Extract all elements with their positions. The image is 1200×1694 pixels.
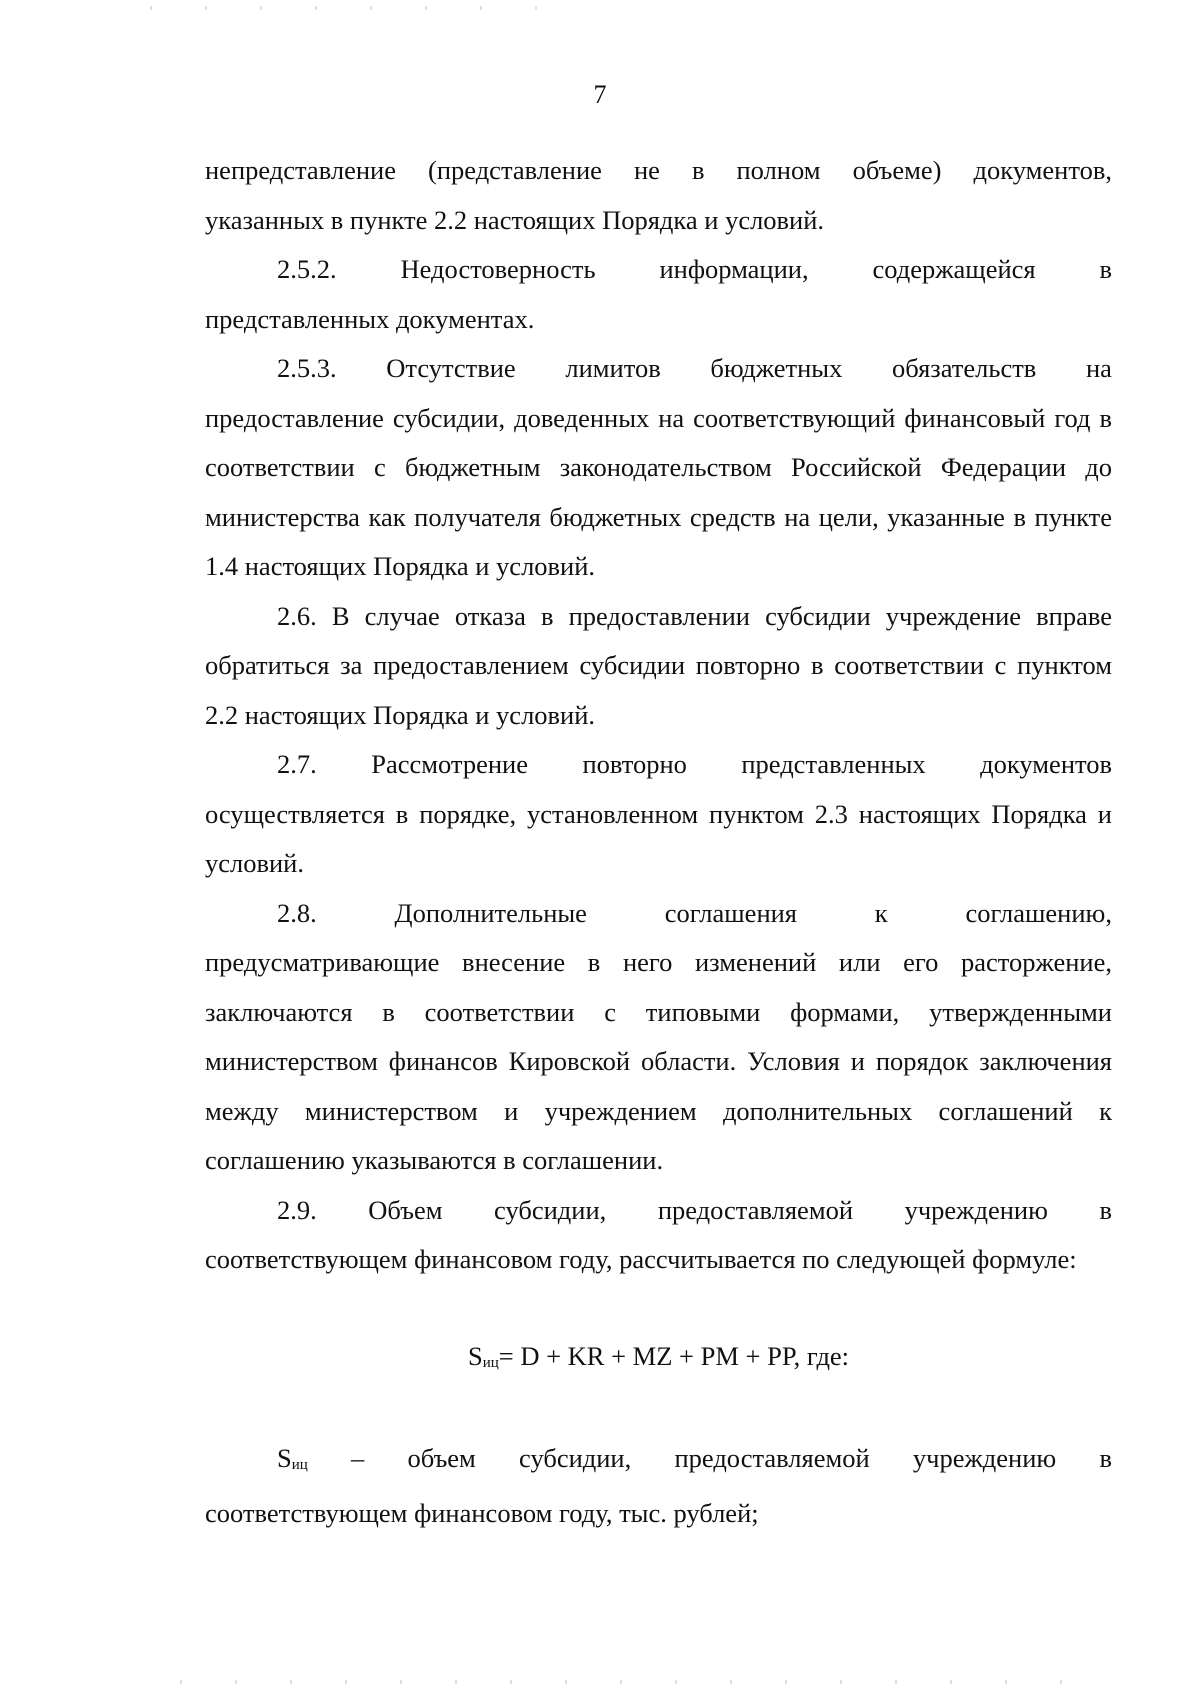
word: 2.7. — [277, 749, 317, 779]
word: Отсутствие — [386, 353, 516, 383]
clause-2-5-3-body: предоставление субсидии, доведенных на соответствующий финансовый год в соответствии с бюджетным законодательством Российской Федерации до министерства как получателя бюджетных средств на цели, указанные в пункте 1.4 настоящих Порядка и условий. — [205, 402, 1112, 581]
definition-subscript: иц — [291, 1457, 308, 1473]
word: объеме) — [852, 155, 942, 185]
clause-2-8-line1 — [205, 889, 1112, 939]
definition-line2: соответствующем финансовом году, тыс. рублей; — [205, 1497, 759, 1528]
word: учреждению — [912, 1443, 1057, 1473]
word: учреждению — [904, 1194, 1048, 1225]
word: 2.5.2. — [277, 254, 337, 284]
clause-2-9-line1 — [205, 1186, 1112, 1236]
word: информации, — [659, 254, 809, 284]
word: (представление — [428, 155, 602, 185]
clause-2-9-body: соответствующем финансовом году, рассчитывается по следующей формуле: — [205, 1244, 1077, 1274]
word: представленных — [741, 749, 926, 779]
word: непредставление — [205, 155, 396, 185]
scan-artifact-bottom — [180, 1680, 1080, 1684]
definition-line1 — [205, 1434, 1112, 1489]
word: в — [1099, 254, 1112, 284]
paragraph-continuation-line2: указанных в пункте 2.2 настоящих Порядка и условий. — [205, 204, 825, 235]
definition-symbol — [277, 1434, 308, 1489]
word: субсидии, — [494, 1194, 607, 1225]
clause-2-5-3-line1 — [205, 344, 1112, 394]
clause-2-5-2-line1 — [205, 245, 1112, 295]
word: в — [691, 155, 705, 185]
word: Дополнительные — [394, 897, 587, 928]
word: предоставляемой — [674, 1443, 870, 1473]
word: Объем — [368, 1194, 443, 1225]
word: повторно — [582, 749, 687, 779]
clause-2-7-line1 — [205, 740, 1112, 790]
word: 2.5.3. — [277, 353, 337, 383]
word: лимитов — [565, 353, 661, 383]
word: к — [874, 897, 888, 928]
word: объем — [407, 1443, 476, 1473]
word: документов, — [973, 155, 1112, 185]
word: субсидии, — [519, 1443, 632, 1473]
word: содержащейся — [872, 254, 1036, 284]
scan-artifact-top — [150, 6, 550, 10]
word: – — [351, 1443, 365, 1473]
clause-2-6: 2.6. В случае отказа в предоставлении субсидии учреждение вправе обратиться за предоставлением субсидии повторно в соответствии с пунктом 2.2 настоящих Порядка и условий. — [205, 600, 1112, 730]
document-body — [205, 146, 1112, 1538]
clause-2-8-body: предусматривающие внесение в него изменений или его расторжение, заключаются в соответствии с типовыми формами, утвержденными министерством финансов Кировской области. Условия и порядок заключения между министерством и учреждением дополнительных соглашений к соглашению указываются в соглашении. — [205, 947, 1112, 1175]
formula-symbol-letter: S — [467, 1340, 483, 1371]
formula — [205, 1332, 1112, 1387]
formula-symbol — [468, 1341, 499, 1371]
word: 2.9. — [277, 1194, 317, 1225]
page-number: 7 — [593, 80, 607, 109]
word: соглашению, — [965, 897, 1112, 928]
word: соглашения — [664, 897, 797, 928]
word: на — [1085, 353, 1112, 383]
formula-rhs: = D + KR + MZ + PM + PP, где: — [498, 1340, 850, 1371]
word: полном — [736, 155, 821, 185]
word: Недостоверность — [400, 254, 596, 284]
word: Рассмотрение — [371, 749, 528, 779]
clause-2-7-body: осуществляется в порядке, установленном пунктом 2.3 настоящих Порядка и условий. — [205, 798, 1112, 878]
word: бюджетных — [710, 353, 843, 383]
word: 2.8. — [277, 897, 317, 928]
word: в — [1099, 1194, 1112, 1225]
word: в — [1099, 1443, 1112, 1473]
word: не — [633, 155, 660, 185]
clause-2-5-2-line2: представленных документах. — [205, 303, 535, 334]
word: обязательств — [892, 353, 1037, 383]
word: документов — [980, 749, 1112, 779]
paragraph-continuation-line1 — [205, 146, 1112, 196]
definition-symbol-letter: S — [277, 1443, 292, 1473]
word: предоставляемой — [657, 1194, 854, 1225]
formula-subscript: иц — [482, 1354, 499, 1371]
